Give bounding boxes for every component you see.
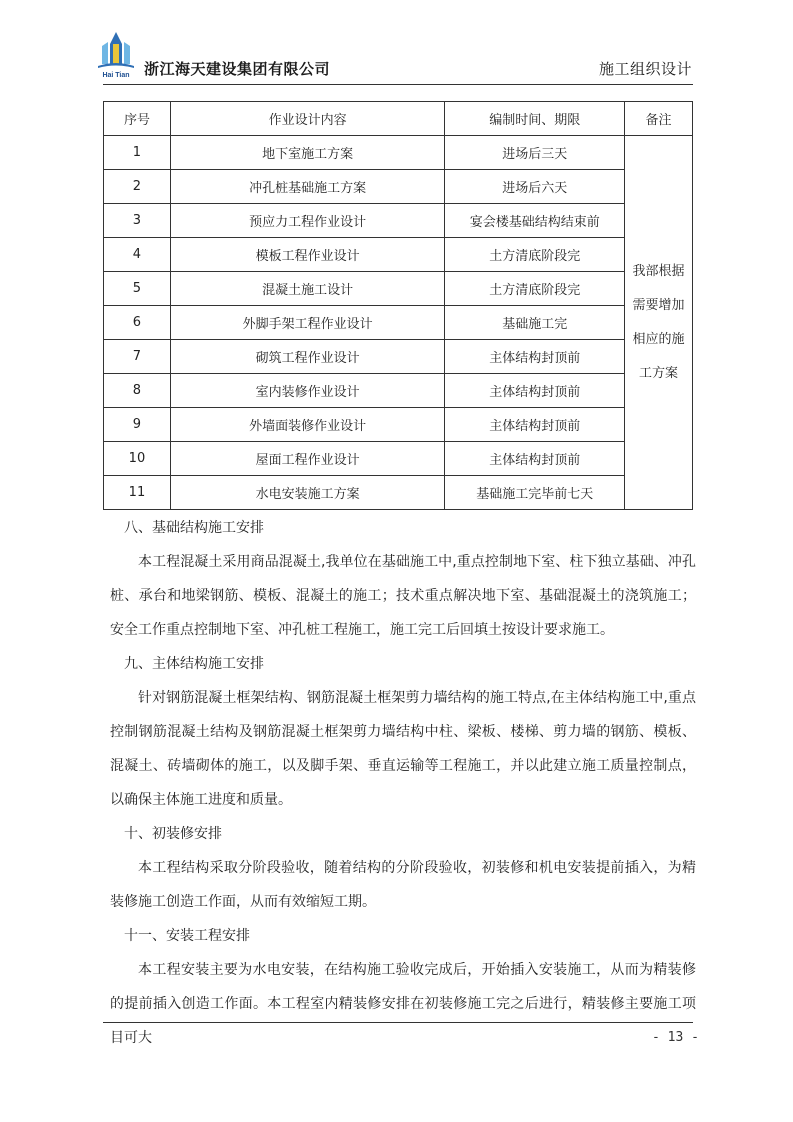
row-content: 室内装修作业设计 — [170, 374, 444, 408]
section-11-body: 本工程安装主要为水电安装，在结构施工验收完成后，开始插入安装施工，从而为精装修的提前插入创造工作面。本工程室内精装修安排在初装修施工完之后进行，精装修主要施工项目可大 — [110, 962, 696, 1046]
row-content: 外墙面装修作业设计 — [170, 408, 444, 442]
remark-line: 我部根据 — [632, 263, 685, 279]
row-content: 模板工程作业设计 — [170, 238, 444, 272]
remark-line: 相应的施 — [632, 331, 685, 347]
table-row — [104, 136, 693, 170]
table-row — [104, 442, 693, 476]
table-header-row — [104, 102, 693, 136]
document-body — [110, 511, 696, 1055]
row-no: 8 — [104, 374, 171, 408]
document-title: 施工组织设计 — [598, 60, 692, 78]
row-no: 3 — [104, 204, 171, 238]
remark-line: 工方案 — [639, 365, 679, 381]
row-time: 主体结构封顶前 — [445, 340, 625, 374]
row-content: 外脚手架工程作业设计 — [170, 306, 444, 340]
row-time: 主体结构封顶前 — [445, 374, 625, 408]
row-no: 4 — [104, 238, 171, 272]
section-8-title: 八、基础结构施工安排 — [124, 520, 264, 536]
table-row — [104, 272, 693, 306]
remark-line: 需要增加 — [632, 297, 685, 313]
row-time: 基础施工完毕前七天 — [445, 476, 625, 510]
row-time: 主体结构封顶前 — [445, 408, 625, 442]
remark-cell — [625, 136, 693, 510]
svg-text:Hai Tian: Hai Tian — [102, 72, 130, 79]
table-row — [104, 340, 693, 374]
table-row — [104, 306, 693, 340]
table-row — [104, 476, 693, 510]
header-divider — [103, 84, 693, 85]
header-time: 编制时间、期限 — [445, 102, 625, 136]
row-time: 基础施工完 — [445, 306, 625, 340]
row-time: 进场后三天 — [445, 136, 625, 170]
company-name: 浙江海天建设集团有限公司 — [144, 60, 331, 78]
row-content: 混凝土施工设计 — [170, 272, 444, 306]
row-no: 2 — [104, 170, 171, 204]
section-8-body: 本工程混凝土采用商品混凝土,我单位在基础施工中,重点控制地下室、柱下独立基础、冲孔桩、承台和地梁钢筋、模板、混凝土的施工；技术重点解决地下室、基础混凝土的浇筑施工；安全工作重点控制地下室、冲孔桩工程施工，施工完工后回填土按设计要求施工。 — [110, 554, 696, 638]
row-time: 宴会楼基础结构结束前 — [445, 204, 625, 238]
table-row — [104, 238, 693, 272]
table-row — [104, 204, 693, 238]
section-10-title: 十、初装修安排 — [124, 826, 222, 842]
section-11-title: 十一、安装工程安排 — [124, 928, 250, 944]
page-header — [96, 30, 696, 82]
table-row — [104, 374, 693, 408]
row-no: 1 — [104, 136, 171, 170]
row-content: 预应力工程作业设计 — [170, 204, 444, 238]
header-no: 序号 — [104, 102, 171, 136]
section-10-body: 本工程结构采取分阶段验收，随着结构的分阶段验收，初装修和机电安装提前插入，为精装修施工创造工作面，从而有效缩短工期。 — [110, 860, 696, 910]
row-content: 砌筑工程作业设计 — [170, 340, 444, 374]
row-time: 土方清底阶段完 — [445, 272, 625, 306]
row-no: 6 — [104, 306, 171, 340]
row-content: 冲孔桩基础施工方案 — [170, 170, 444, 204]
work-design-table — [103, 101, 693, 510]
table-row — [104, 408, 693, 442]
company-logo — [96, 30, 136, 82]
row-content: 地下室施工方案 — [170, 136, 444, 170]
row-time: 土方清底阶段完 — [445, 238, 625, 272]
row-no: 9 — [104, 408, 171, 442]
header-content: 作业设计内容 — [170, 102, 444, 136]
row-content: 水电安装施工方案 — [170, 476, 444, 510]
page-number: - 13 - — [652, 1030, 699, 1045]
row-no: 5 — [104, 272, 171, 306]
row-no: 10 — [104, 442, 171, 476]
row-time: 进场后六天 — [445, 170, 625, 204]
row-content: 屋面工程作业设计 — [170, 442, 444, 476]
header-remark: 备注 — [625, 102, 693, 136]
section-9-title: 九、主体结构施工安排 — [124, 656, 264, 672]
row-time: 主体结构封顶前 — [445, 442, 625, 476]
row-no: 11 — [104, 476, 171, 510]
row-no: 7 — [104, 340, 171, 374]
section-9-body: 针对钢筋混凝土框架结构、钢筋混凝土框架剪力墙结构的施工特点,在主体结构施工中,重点控制钢筋混凝土结构及钢筋混凝土框架剪力墙结构中柱、梁板、楼梯、剪力墙的钢筋、模板、混凝土、砖墙砌体的施工，以及脚手架、垂直运输等工程施工，并以此建立施工质量控制点，以确保主体施工进度和质量。 — [110, 690, 696, 808]
footer-divider — [103, 1022, 693, 1023]
table-row — [104, 170, 693, 204]
